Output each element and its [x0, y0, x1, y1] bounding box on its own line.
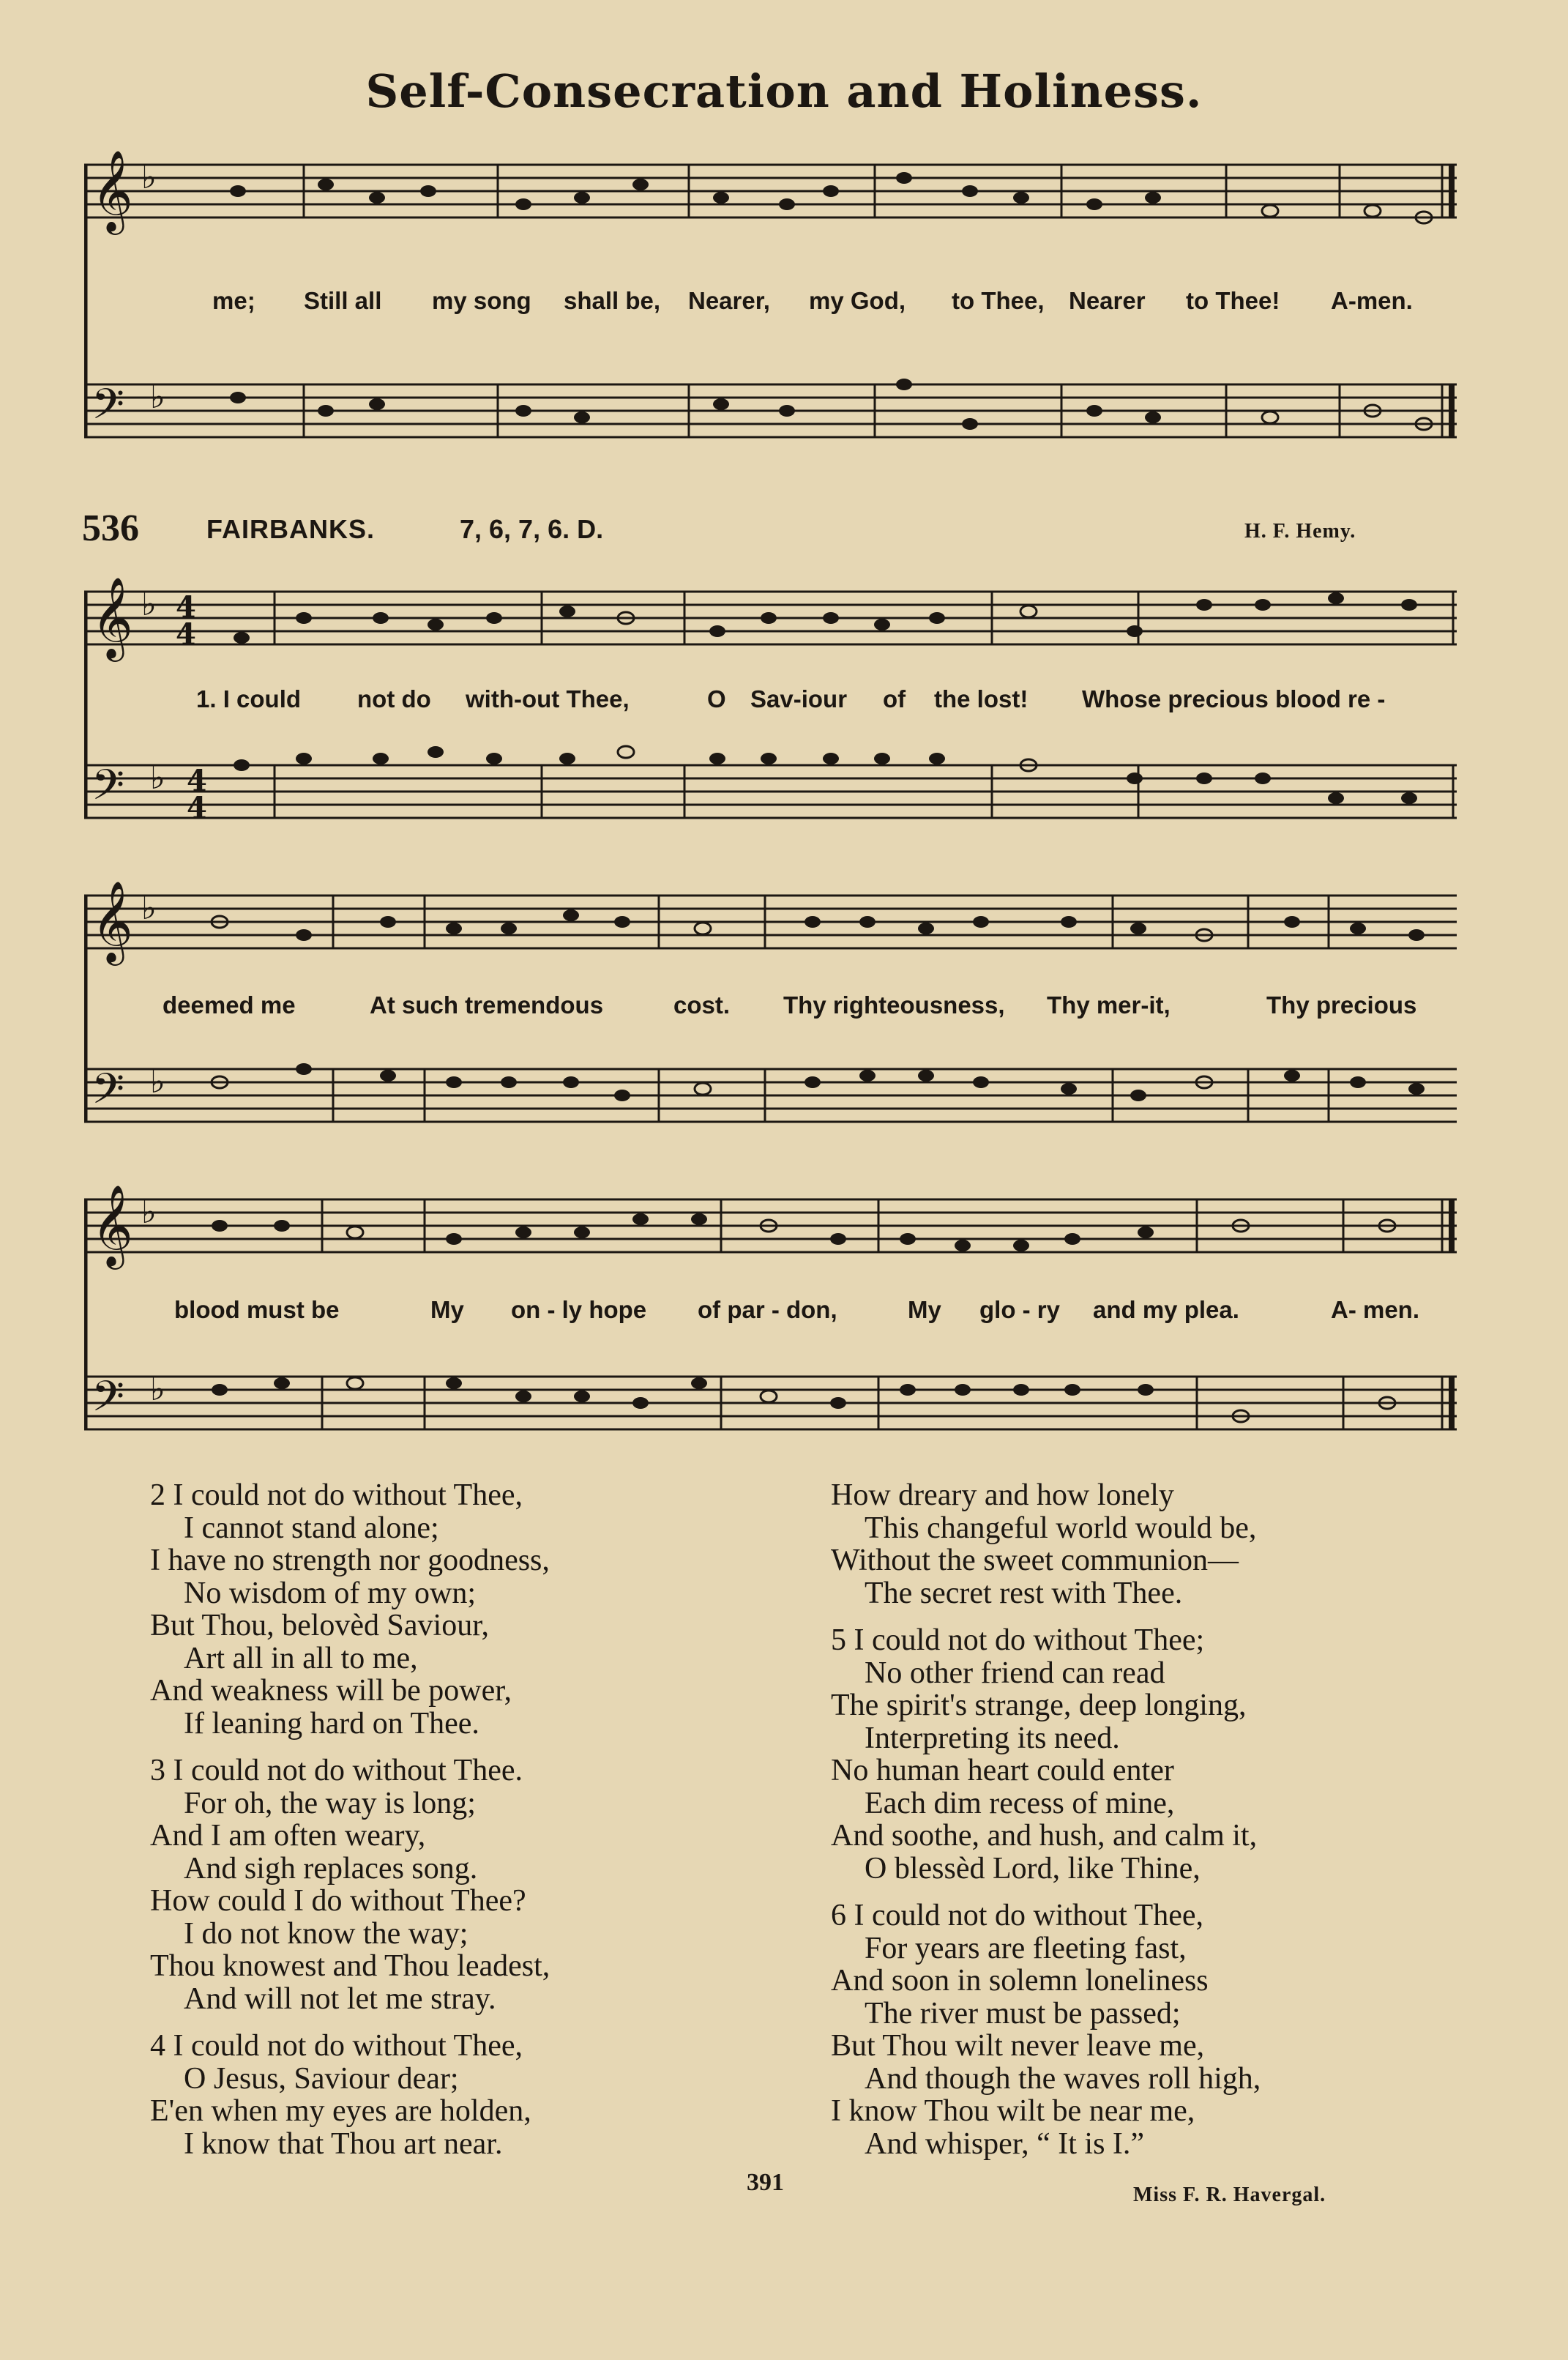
- verse-line: Without the sweet communion—: [831, 1544, 1239, 1577]
- verse-line: No wisdom of my own;: [184, 1576, 476, 1610]
- svg-text:4: 4: [176, 617, 196, 652]
- svg-text:𝄞: 𝄞: [92, 1184, 133, 1266]
- verse-line: Thou knowest and Thou leadest,: [150, 1949, 550, 1983]
- verse-line: O Jesus, Saviour dear;: [184, 2061, 459, 2096]
- verse-line: But Thou wilt never leave me,: [831, 2029, 1205, 2063]
- verse-line: The secret rest with Thee.: [865, 1576, 1183, 1610]
- verse-line: 3 I could not do without Thee.: [150, 1754, 523, 1787]
- verse-line: And whisper, “ It is I.”: [865, 2126, 1145, 2161]
- verse-line: And I am often weary,: [150, 1819, 426, 1853]
- svg-text:𝄢: 𝄢: [92, 1371, 125, 1432]
- verse-line: And weakness will be power,: [150, 1674, 512, 1708]
- verse-line: I know Thou wilt be near me,: [831, 2094, 1195, 2128]
- svg-text:4: 4: [187, 791, 207, 825]
- verse-line: And will not let me stray.: [184, 1981, 496, 2016]
- verse-line: How could I do without Thee?: [150, 1884, 526, 1918]
- composer: H. F. Hemy.: [1244, 520, 1356, 543]
- verse-line: I do not know the way;: [184, 1916, 468, 1951]
- svg-text:♭: ♭: [141, 1194, 157, 1231]
- stanza-5: [831, 1624, 1490, 1885]
- svg-text:♭: ♭: [150, 759, 165, 797]
- svg-text:𝄢: 𝄢: [92, 1064, 125, 1124]
- verse-line: No human heart could enter: [831, 1754, 1174, 1787]
- svg-text:♭: ♭: [141, 586, 157, 623]
- verse-line: And soon in solemn loneliness: [831, 1964, 1209, 1998]
- verse-line: This changeful world would be,: [865, 1511, 1257, 1545]
- svg-text:𝄞: 𝄞: [92, 149, 133, 231]
- tune-name: FAIRBANKS.: [206, 514, 376, 544]
- svg-text:♭: ♭: [141, 890, 157, 927]
- author-credit: Miss F. R. Havergal.: [1133, 2184, 1326, 2206]
- verse-line: O blessèd Lord, like Thine,: [865, 1851, 1201, 1886]
- page-number: 391: [747, 2169, 784, 2196]
- verse-line: I cannot stand alone;: [184, 1511, 439, 1545]
- verse-line: Art all in all to me,: [184, 1641, 418, 1675]
- stanza-2: [150, 1479, 809, 1740]
- verse-line: 6 I could not do without Thee,: [831, 1899, 1203, 1932]
- svg-text:♭: ♭: [150, 1371, 165, 1408]
- verse-line: And soothe, and hush, and calm it,: [831, 1819, 1258, 1853]
- verse-line: 5 I could not do without Thee;: [831, 1623, 1205, 1657]
- hymn-number: 536: [82, 507, 139, 549]
- svg-text:𝄢: 𝄢: [92, 760, 125, 820]
- stanza-4: [150, 2030, 809, 2160]
- verse-line: 2 I could not do without Thee,: [150, 1478, 523, 1512]
- verse-line: But Thou, belovèd Saviour,: [150, 1609, 490, 1642]
- stanza-6: [831, 1899, 1490, 2160]
- verse-line: The river must be passed;: [865, 1996, 1181, 2030]
- svg-text:𝄞: 𝄞: [92, 576, 133, 658]
- verse-line: 4 I could not do without Thee,: [150, 2029, 523, 2063]
- verse-line: Interpreting its need.: [865, 1721, 1120, 1755]
- svg-text:4: 4: [176, 590, 196, 625]
- page-title: Self-Consecration and Holiness.: [365, 64, 1203, 118]
- verse-line: For years are fleeting fast,: [865, 1931, 1187, 1965]
- hymn-meter: 7, 6, 7, 6. D.: [460, 514, 604, 544]
- svg-text:♭: ♭: [150, 1063, 165, 1101]
- svg-text:𝄞: 𝄞: [92, 880, 133, 962]
- verse-line: And though the waves roll high,: [865, 2061, 1261, 2096]
- svg-text:♭: ♭: [141, 159, 157, 196]
- stanza-4-continued: [831, 1479, 1490, 1609]
- svg-text:4: 4: [187, 764, 207, 798]
- stanza-3: [150, 1754, 809, 2015]
- verse-line: And sigh replaces song.: [184, 1851, 478, 1886]
- verses-left-column: [150, 1479, 809, 2175]
- verse-line: I know that Thou art near.: [184, 2126, 503, 2161]
- verse-line: Each dim recess of mine,: [865, 1786, 1175, 1820]
- verse-line: E'en when my eyes are holden,: [150, 2094, 531, 2128]
- verse-line: I have no strength nor goodness,: [150, 1544, 550, 1577]
- svg-text:♭: ♭: [150, 379, 165, 416]
- verse-line: No other friend can read: [865, 1656, 1165, 1690]
- verse-line: The spirit's strange, deep longing,: [831, 1689, 1247, 1722]
- verse-line: If leaning hard on Thee.: [184, 1706, 479, 1741]
- svg-text:𝄢: 𝄢: [92, 379, 125, 439]
- verse-line: For oh, the way is long;: [184, 1786, 476, 1820]
- verse-line: How dreary and how lonely: [831, 1478, 1174, 1512]
- verses-right-column: [831, 1479, 1490, 2175]
